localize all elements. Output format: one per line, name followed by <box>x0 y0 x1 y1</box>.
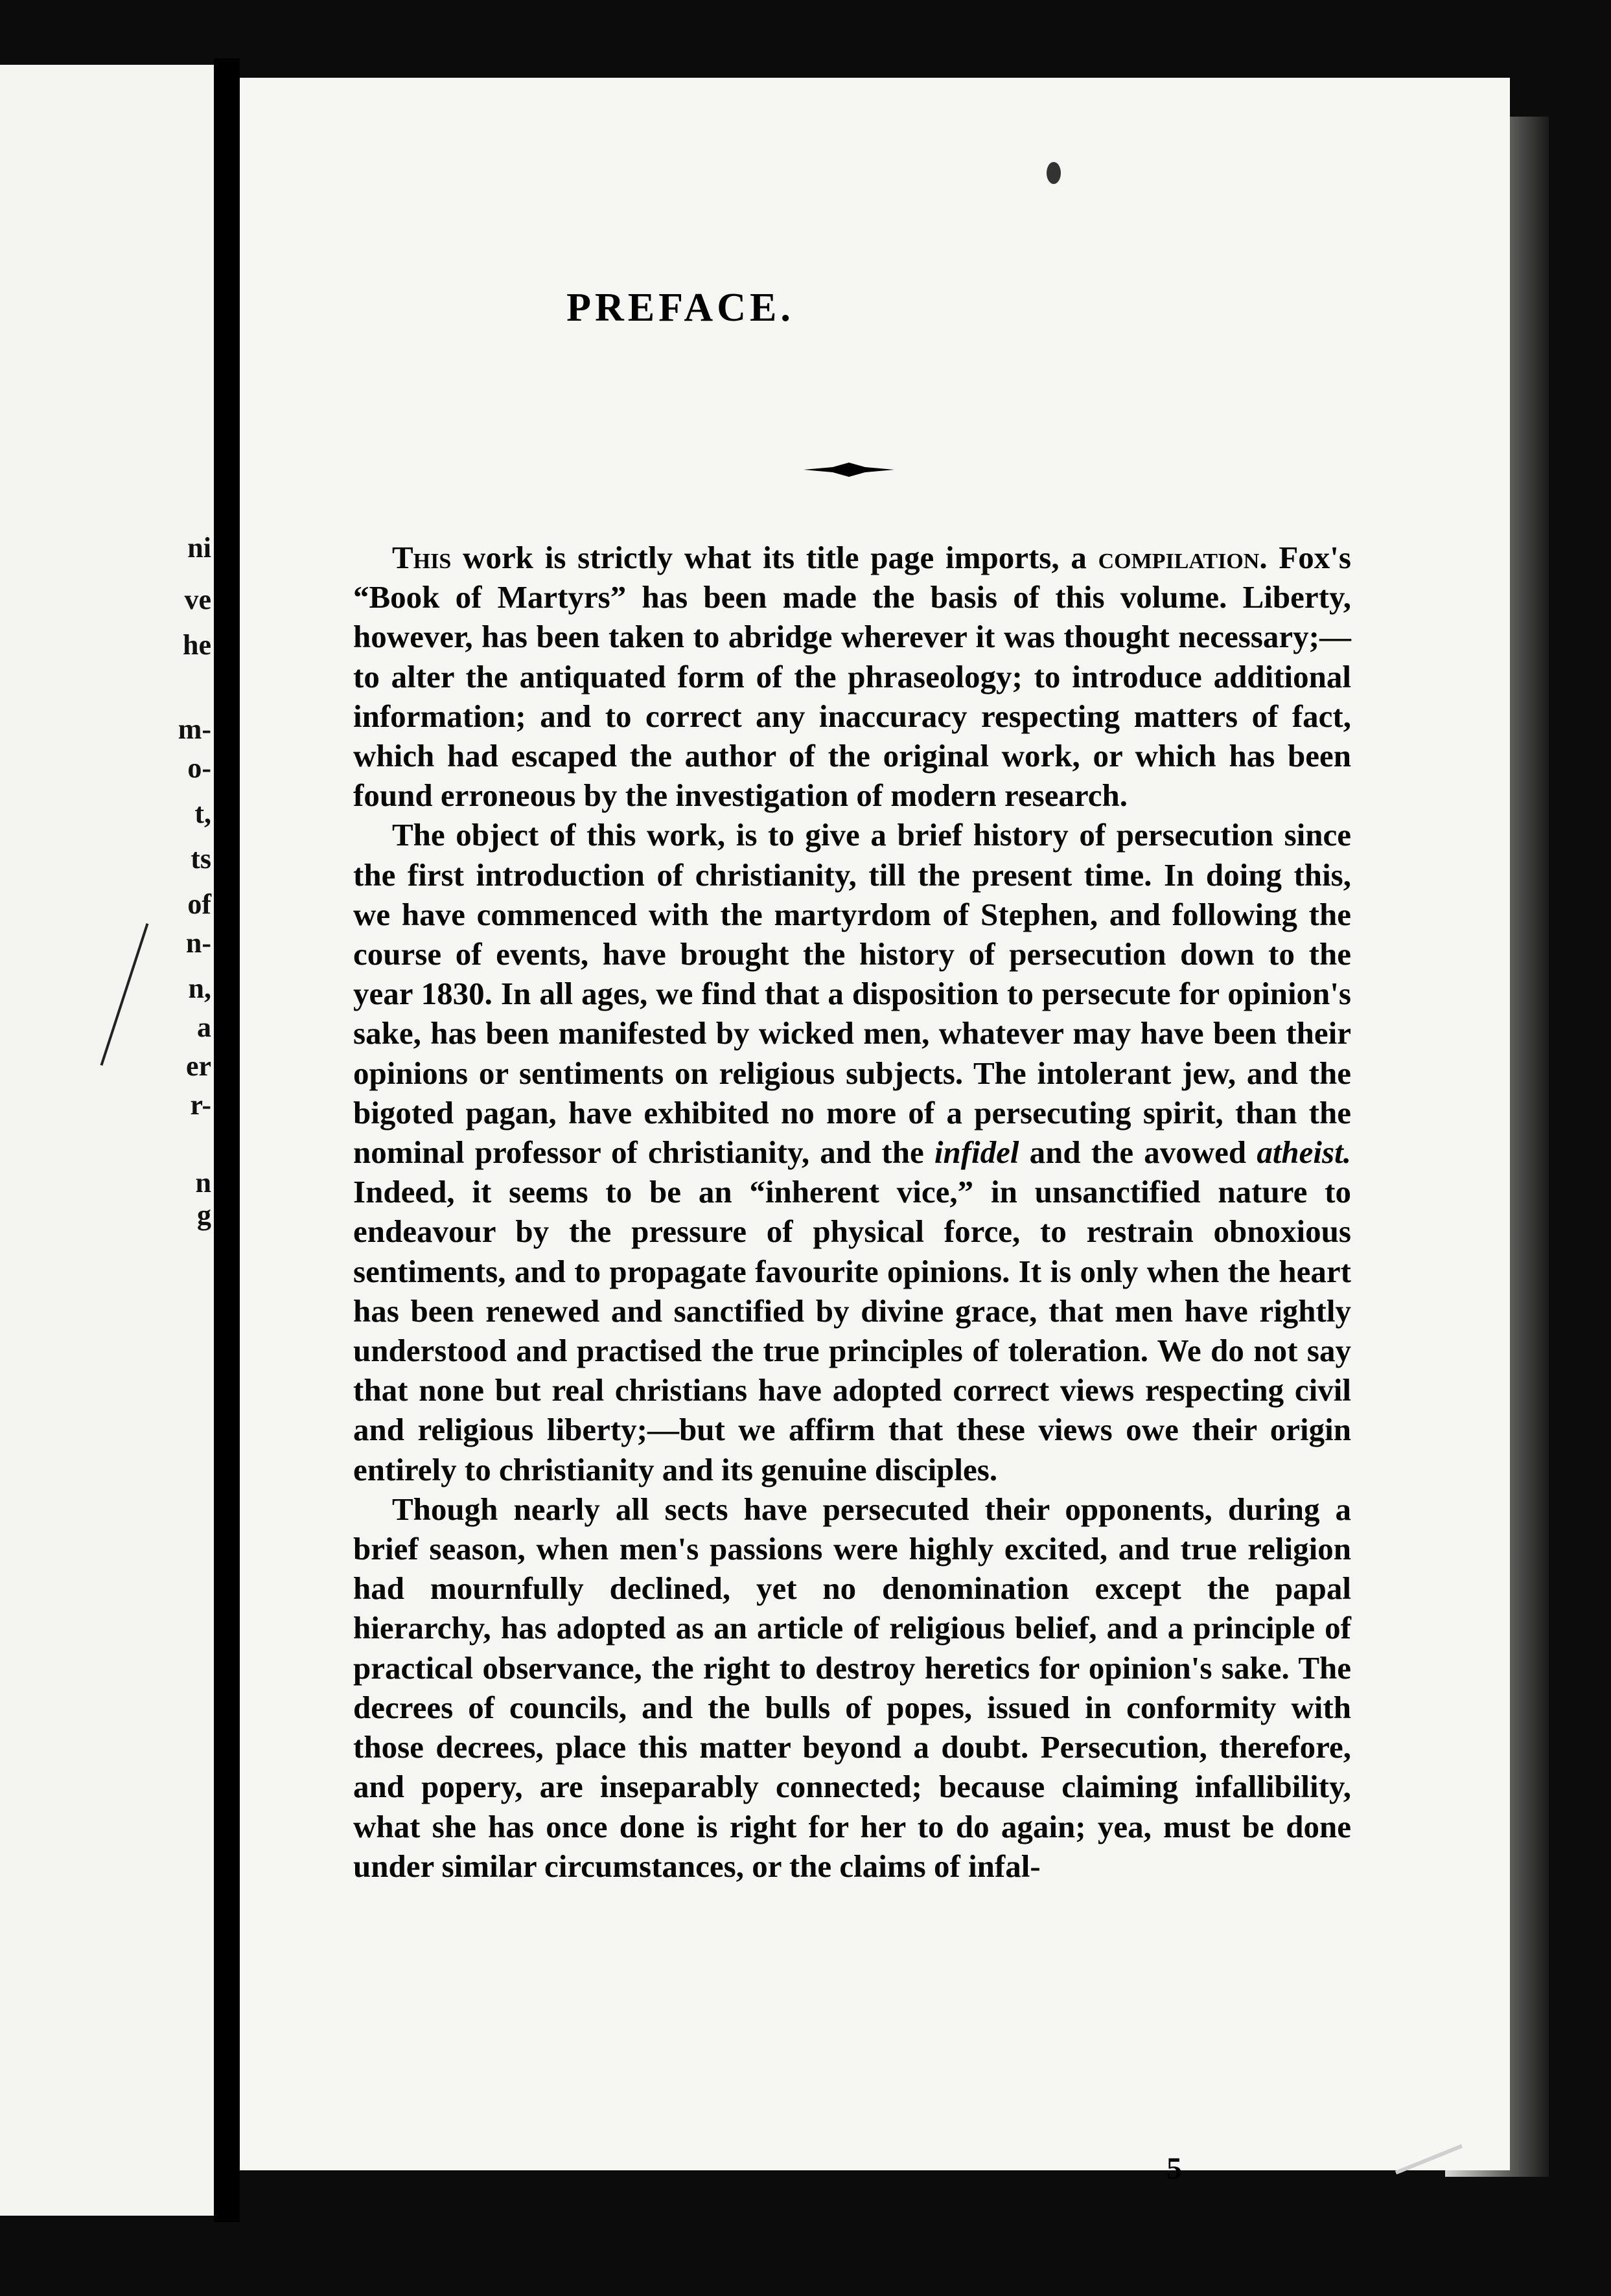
text-run: Fox's “Book of Martyrs” has been made the basis of this volume. Liberty, however, has been taken to abridge wherever it was thought necessary;—to alter the antiquated form of the phraseology; to introduce additional information; and to correct any inaccuracy respecting matters of fact, which had escaped the author of the original work, or which has been found erroneous by the investigation of modern research. <box>353 540 1351 814</box>
left-page-fragment: n- <box>185 927 211 959</box>
ink-blot <box>1047 162 1061 184</box>
text-run: compilation. <box>1098 540 1268 575</box>
text-run: infidel <box>934 1134 1019 1171</box>
left-page-fragment: o- <box>187 752 211 784</box>
paragraph <box>353 1489 1351 1886</box>
left-page-fragment: ts <box>191 843 211 875</box>
left-page-fragment: n <box>195 1167 211 1199</box>
left-page-fragment: g <box>197 1199 211 1231</box>
text-run: Though nearly all sects have persecuted their opponents, during a brief season, when men's passions were highly excited, and true religion had mournfully declined, yet no denomination except the papal hierarchy, has adopted as an article of religious belief, and a principle of practical observance, the right to destroy heretics for opinion's sake. The decrees of councils, and the bulls of popes, issued in conformity with those decrees, place this matter beyond a doubt. Persecution, therefore, and popery, are inseparably connected; because claiming infallibility, what she has once done is right for her to do again; yea, must be done under similar circumstances, or the claims of infal- <box>353 1491 1351 1884</box>
left-page-fragment: ni <box>187 532 211 564</box>
left-page-fragment: a <box>197 1011 211 1043</box>
text-run: atheist. <box>1257 1134 1351 1171</box>
text-run: Indeed, it seems to be an “inherent vice,” in unsanctified nature to endeavour by the pressure of physical force, to restrain obnoxious sentiments, and to propagate favourite opinions. It is only when the heart has been renewed and sanctified by divine grace, that men have rightly understood and practised the true principles of toleration. We do not say that none but real christians have adopted correct views respecting civil and religious liberty;—but we affirm that these views owe their origin entirely to christianity and its genuine disciples. <box>353 1174 1351 1487</box>
text-run: and the avowed <box>1019 1134 1257 1171</box>
page-number: 5 <box>1166 2152 1182 2186</box>
left-page-fragment: he <box>183 629 211 661</box>
lead-word: This <box>392 540 452 575</box>
book-gutter <box>214 58 240 2222</box>
left-page-fragment: t, <box>194 798 211 829</box>
left-page-fragment: n, <box>188 972 211 1004</box>
left-page-fragment: r- <box>190 1089 211 1121</box>
page-title: PREFACE. <box>566 286 794 330</box>
preface-body <box>353 538 1351 1886</box>
left-page-fragment: m- <box>178 713 211 745</box>
paragraph <box>353 815 1351 1489</box>
paragraph <box>353 538 1351 815</box>
left-page-edge <box>0 65 214 2216</box>
text-run: The object of this work, is to give a brief history of persecution since the first introduction of christianity, till the present time. In doing this, we have commenced with the martyrdom of Stephen, and following the course of events, have brought the history of persecution down to the year 1830. In all ages, we find that a disposition to persecute for opinion's sake, has been manifested by wicked men, whatever may have been their opinions or sentiments on religious subjects. The intolerant jew, and the bigoted pagan, have exhibited no more of a persecuting spirit, than the nominal professor of christianity, and the <box>353 817 1351 1171</box>
ornament-rule-icon <box>804 460 894 479</box>
text-run: work is strictly what its title page imports, a <box>451 540 1098 575</box>
left-page-fragment: of <box>187 888 211 920</box>
left-page-fragment: er <box>185 1050 211 1082</box>
left-page-fragment: ve <box>184 584 211 615</box>
